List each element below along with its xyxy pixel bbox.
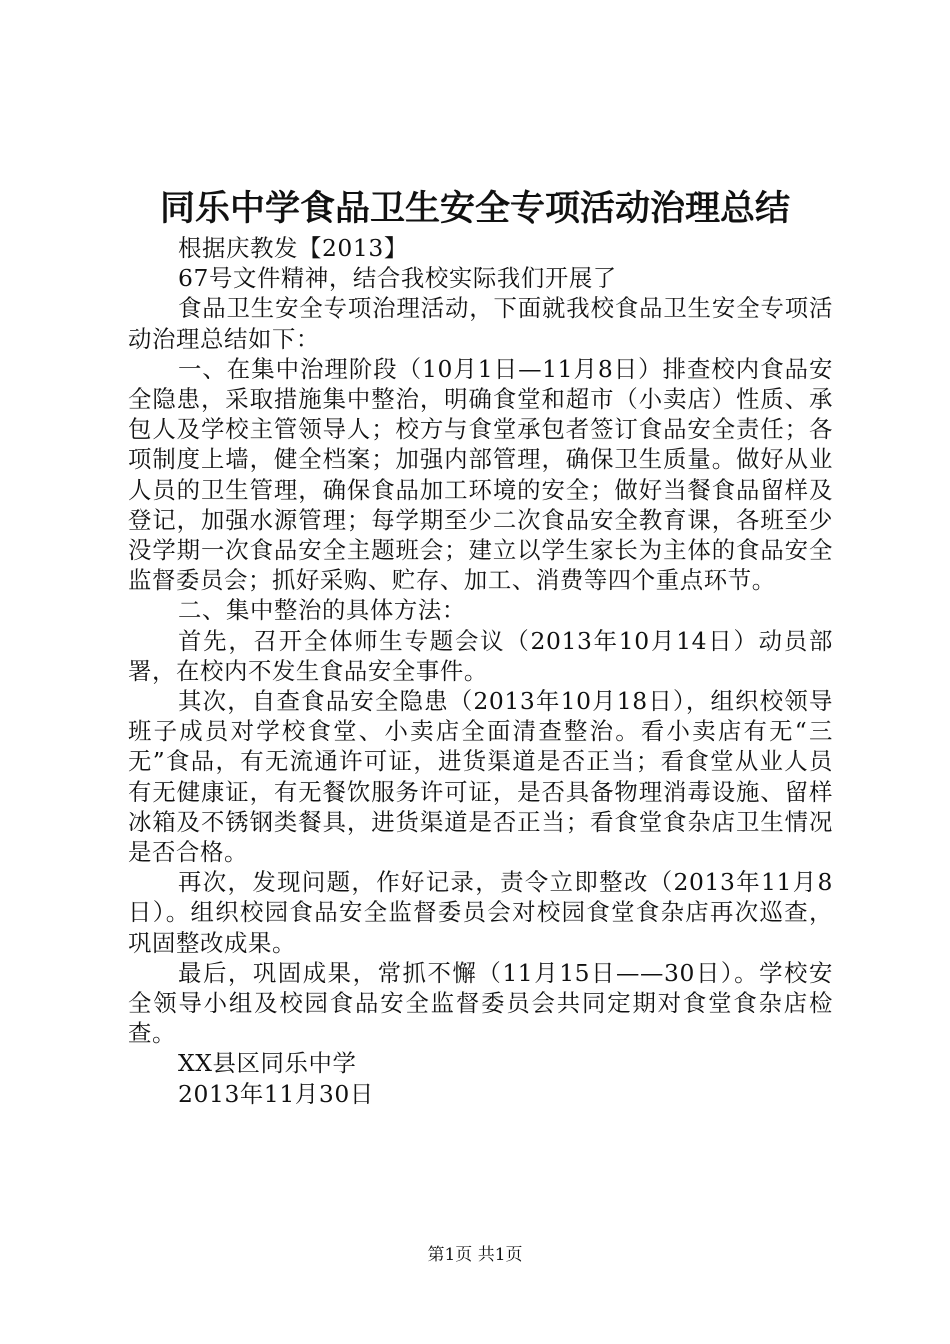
paragraph-reference: 根据庆教发【2013】	[178, 234, 408, 262]
paragraph-file-spirit: 67号文件精神，结合我校实际我们开展了	[178, 264, 617, 293]
document-title: 同乐中学食品卫生安全专项活动治理总结	[159, 188, 790, 229]
document-body	[128, 233, 833, 1109]
page-number-footer: 第1页 共1页	[427, 1245, 523, 1265]
paragraph-final-step: 最后，巩固成果，常抓不懈（11月15日——30日）。学校安全领导小组及校园食品安全监督委员会共同定期对食堂食杂店检查。	[128, 958, 833, 1048]
paragraph-section-two-heading: 二、集中整治的具体方法：	[178, 596, 466, 625]
paragraph-third-step: 再次，发现问题，作好记录，责令立即整改（2013年11月8日）。组织校园食品安全监督委员会对校园食堂食杂店再次巡查，巩固整改成果。	[128, 868, 833, 957]
paragraph-second-step: 其次，自查食品安全隐患（2013年10月18日），组织校领导班子成员对学校食堂、小卖店全面清查整治。看小卖店有无“三无”食品，有无流通许可证，进货渠道是否正当；看食堂从业人员有无健康证，有无餐饮服务许可证，是否具备物理消毒设施、留样冰箱及不锈钢类餐具，进货渠道是否正当；看食堂食杂店卫生情况是否合格。	[128, 687, 833, 867]
signature-date: 2013年11月30日	[178, 1079, 374, 1108]
signature-school: XX县区同乐中学	[178, 1049, 357, 1078]
paragraph-intro: 食品卫生安全专项治理活动，下面就我校食品卫生安全专项活动治理总结如下：	[128, 294, 833, 353]
paragraph-section-one: 一、在集中治理阶段（10月1日—11月8日）排查校内食品安全隐患，采取措施集中整治，明确食堂和超市（小卖店）性质、承包人及学校主管领导人；校方与食堂承包者签订食品安全责任；各项制度上墙，健全档案；加强内部管理，确保卫生质量。做好从业人员的卫生管理，确保食品加工环境的安全；做好当餐食品留样及登记，加强水源管理；每学期至少二次食品安全教育课，各班至少没学期一次食品安全主题班会；建立以学生家长为主体的食品安全监督委员会；抓好采购、贮存、加工、消费等四个重点环节。	[128, 354, 833, 595]
paragraph-first-step: 首先，召开全体师生专题会议（2013年10月14日）动员部署，在校内不发生食品安全事件。	[128, 626, 833, 685]
